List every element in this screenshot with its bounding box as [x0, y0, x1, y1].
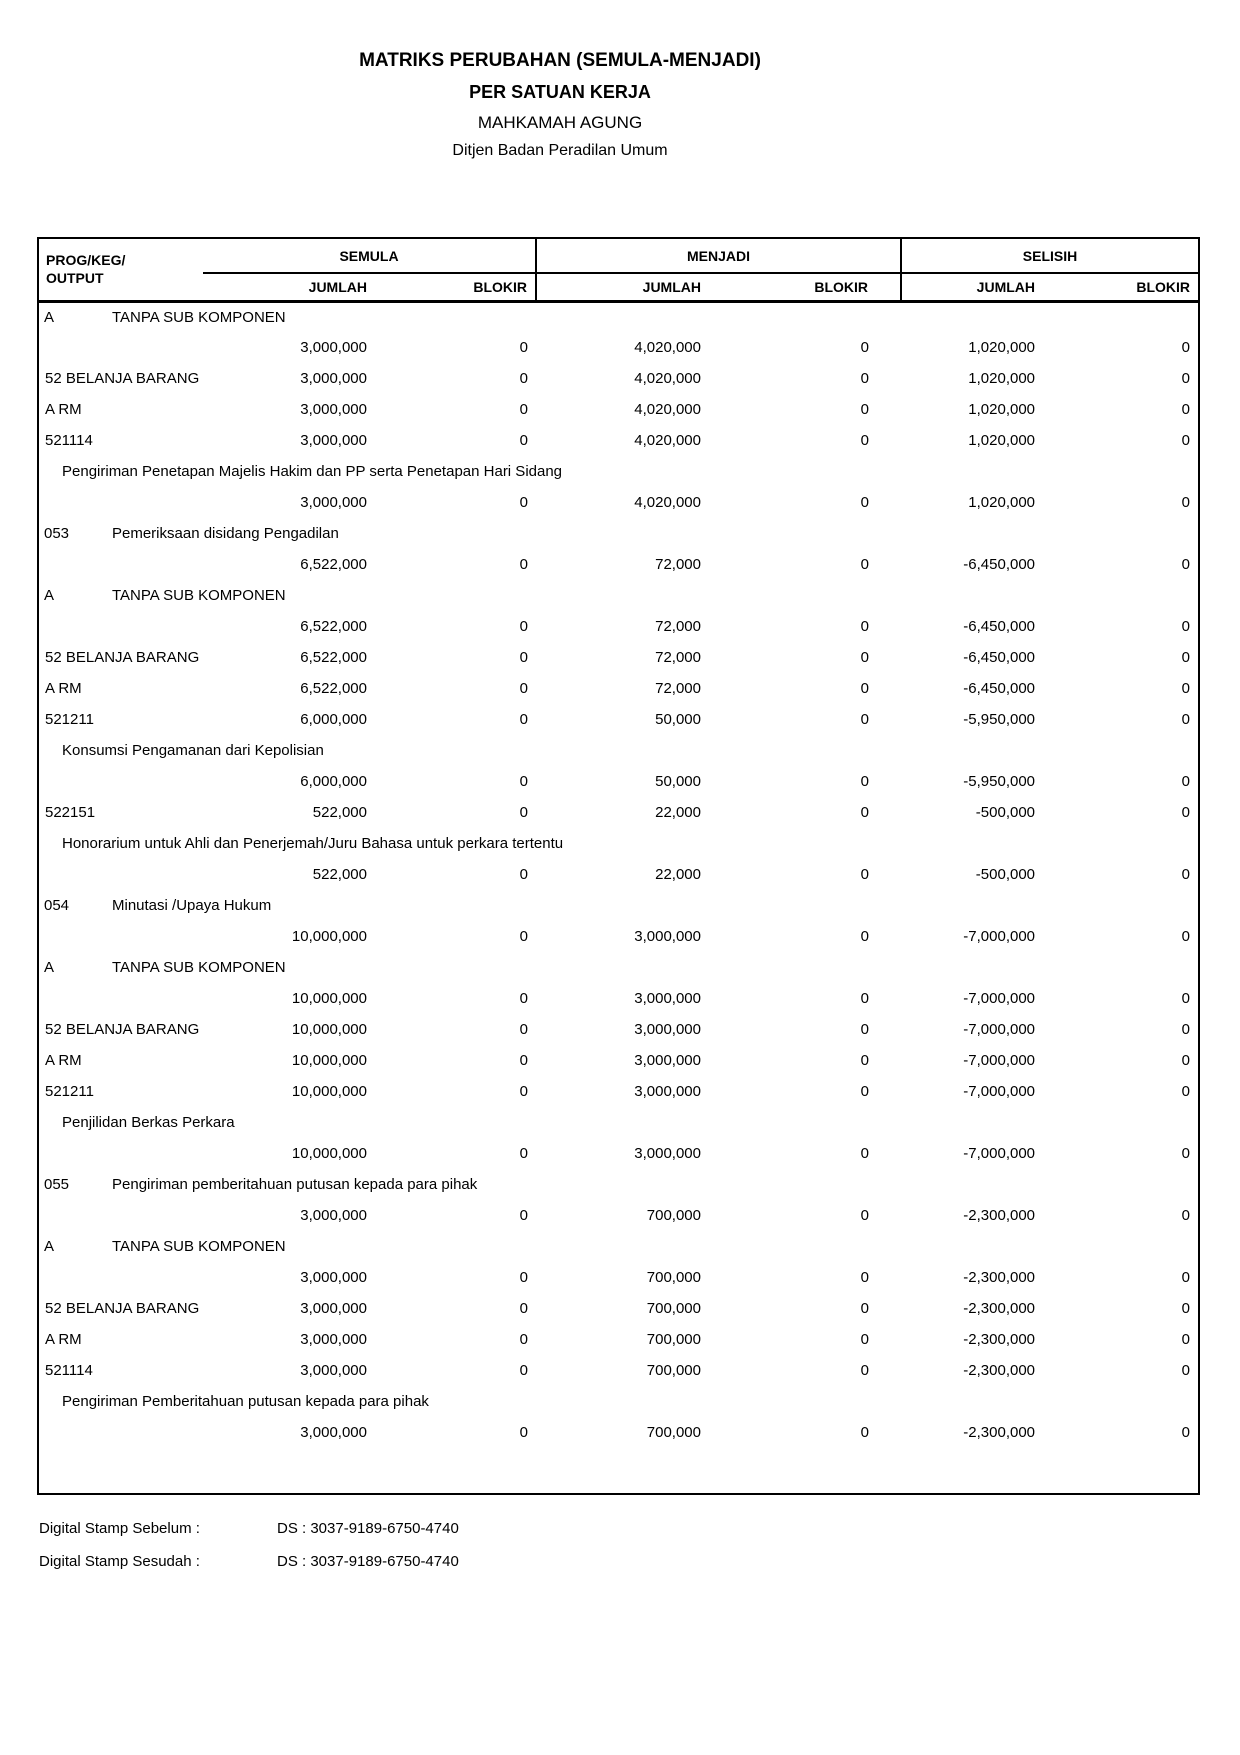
selisih-jumlah-cell: -7,000,000	[963, 928, 1036, 945]
description-row	[38, 456, 1199, 487]
semula-jumlah-cell: 522,000	[312, 866, 367, 883]
table-row	[38, 1324, 1199, 1355]
semula-jumlah-cell: 3,000,000	[300, 401, 367, 418]
selisih-blokir-cell: 0	[1181, 804, 1191, 821]
semula-blokir-cell: 0	[519, 1424, 528, 1441]
digital-stamp-after-label: Digital Stamp Sesudah :	[39, 1553, 200, 1570]
selisih-blokir-cell: 0	[1181, 1021, 1191, 1038]
section-cell	[38, 890, 1199, 921]
row-label-cell	[38, 1417, 203, 1448]
menjadi-jumlah-cell: 22,000	[655, 804, 701, 821]
selisih-jumlah-cell: -5,950,000	[963, 711, 1036, 728]
menjadi-jumlah-cell: 72,000	[655, 556, 701, 573]
table-row	[38, 394, 1199, 425]
section-header-row	[38, 1169, 1199, 1200]
semula-jumlah-cell: 6,522,000	[300, 556, 367, 573]
menjadi-blokir-cell: 0	[860, 494, 870, 511]
menjadi-blokir-cell: 0	[860, 990, 870, 1007]
document-subtitle: PER SATUAN KERJA	[469, 82, 651, 102]
menjadi-blokir-cell: 0	[860, 1083, 870, 1100]
menjadi-jumlah-cell: 700,000	[646, 1424, 701, 1441]
menjadi-blokir-cell: 0	[860, 680, 870, 697]
semula-blokir-cell: 0	[519, 339, 528, 356]
menjadi-blokir-cell: 0	[860, 401, 870, 418]
description-cell: Pengiriman Pemberitahuan putusan kepada para pihak	[62, 1393, 429, 1410]
menjadi-blokir-cell: 0	[860, 432, 870, 449]
document-title: MATRIKS PERUBAHAN (SEMULA-MENJADI)	[359, 50, 761, 71]
selisih-blokir-cell: 0	[1181, 1300, 1191, 1317]
selisih-jumlah-cell: -6,450,000	[963, 556, 1036, 573]
table-row	[38, 921, 1199, 952]
row-label-cell: 52 BELANJA BARANG	[45, 649, 200, 666]
menjadi-jumlah-cell: 3,000,000	[634, 1145, 701, 1162]
semula-jumlah-cell: 10,000,000	[291, 1021, 367, 1038]
row-label-cell	[38, 921, 203, 952]
prog-keg-output-header	[38, 238, 203, 301]
selisih-jumlah-cell: -500,000	[975, 804, 1036, 821]
table-row	[38, 1200, 1199, 1231]
semula-blokir-cell: 0	[519, 556, 528, 573]
menjadi-blokir-cell: 0	[860, 1052, 870, 1069]
table-row	[38, 1076, 1199, 1107]
description-row	[38, 828, 1199, 859]
corner-line1: PROG/KEG/	[46, 252, 126, 269]
section-code: A	[44, 587, 55, 604]
section-code: 053	[44, 525, 70, 542]
selisih-blokir-cell: 0	[1181, 928, 1191, 945]
section-header-row	[38, 1231, 1199, 1262]
menjadi-jumlah-cell: 4,020,000	[634, 370, 701, 387]
filler-cell	[38, 1448, 1199, 1494]
semula-blokir-cell: 0	[519, 1021, 528, 1038]
table-row	[38, 983, 1199, 1014]
menjadi-jumlah-cell: 72,000	[655, 618, 701, 635]
row-label-cell: A RM	[45, 1052, 82, 1069]
row-label-cell: 521114	[45, 1362, 93, 1379]
digital-stamp-before-row	[39, 1512, 459, 1545]
semula-jumlah-cell: 3,000,000	[300, 432, 367, 449]
group-header-semula: SEMULA	[203, 238, 536, 273]
semula-blokir-cell: 0	[519, 773, 528, 790]
row-label-cell	[38, 983, 203, 1014]
digital-stamp-before-label: Digital Stamp Sebelum :	[39, 1520, 200, 1537]
menjadi-blokir-cell: 0	[860, 618, 870, 635]
menjadi-jumlah-cell: 700,000	[646, 1331, 701, 1348]
semula-blokir-cell: 0	[519, 866, 528, 883]
row-label-cell: 522151	[45, 804, 96, 821]
selisih-jumlah-cell: -6,450,000	[963, 680, 1036, 697]
menjadi-blokir-cell: 0	[860, 1300, 870, 1317]
selisih-jumlah-cell: -6,450,000	[963, 649, 1036, 666]
row-label-cell	[38, 611, 203, 642]
group-header-row	[38, 238, 1199, 273]
menjadi-blokir-cell: 0	[860, 711, 870, 728]
semula-blokir-cell: 0	[519, 494, 528, 511]
selisih-jumlah-cell: -2,300,000	[963, 1269, 1036, 1286]
menjadi-blokir-cell: 0	[860, 1145, 870, 1162]
menjadi-jumlah-cell: 50,000	[655, 711, 701, 728]
document-heading	[0, 50, 1120, 160]
table-row	[38, 797, 1199, 828]
digital-stamp-after-value: DS : 3037-9189-6750-4740	[277, 1553, 459, 1570]
selisih-blokir-cell: 0	[1181, 401, 1191, 418]
digital-stamp-block	[39, 1512, 459, 1578]
selisih-jumlah-cell: -6,450,000	[963, 618, 1036, 635]
menjadi-jumlah-cell: 4,020,000	[634, 339, 701, 356]
selisih-blokir-cell: 0	[1181, 1145, 1191, 1162]
group-header-selisih: SELISIH	[901, 238, 1199, 273]
description-cell: Penjilidan Berkas Perkara	[62, 1114, 235, 1131]
semula-blokir-cell: 0	[519, 1362, 528, 1379]
row-label-cell: 52 BELANJA BARANG	[45, 1300, 200, 1317]
semula-jumlah-cell: 10,000,000	[291, 990, 367, 1007]
selisih-blokir-cell: 0	[1181, 494, 1191, 511]
menjadi-jumlah-cell: 3,000,000	[634, 928, 701, 945]
menjadi-jumlah-cell: 3,000,000	[634, 990, 701, 1007]
table-row	[38, 704, 1199, 735]
selisih-blokir-cell: 0	[1181, 1052, 1191, 1069]
selisih-blokir-cell: 0	[1181, 370, 1191, 387]
semula-blokir-cell: 0	[519, 1052, 528, 1069]
semula-jumlah-cell: 10,000,000	[291, 1052, 367, 1069]
digital-stamp-after-row	[39, 1545, 459, 1578]
table-row	[38, 1417, 1199, 1448]
selisih-jumlah-cell: -2,300,000	[963, 1207, 1036, 1224]
selisih-jumlah-cell: -7,000,000	[963, 1052, 1036, 1069]
description-cell: Honorarium untuk Ahli dan Penerjemah/Juru Bahasa untuk perkara tertentu	[62, 835, 564, 852]
section-label: TANPA SUB KOMPONEN	[112, 308, 286, 326]
semula-blokir-cell: 0	[519, 1269, 528, 1286]
selisih-blokir-cell: 0	[1181, 1083, 1191, 1100]
semula-jumlah-cell: 522,000	[312, 804, 367, 821]
menjadi-jumlah-cell: 700,000	[646, 1300, 701, 1317]
row-label-cell: 521211	[45, 1083, 94, 1100]
subheader-selisih-blokir: BLOKIR	[1041, 273, 1199, 301]
menjadi-blokir-cell: 0	[860, 804, 870, 821]
semula-jumlah-cell: 6,000,000	[300, 711, 367, 728]
menjadi-jumlah-cell: 3,000,000	[634, 1021, 701, 1038]
semula-jumlah-cell: 6,522,000	[300, 680, 367, 697]
menjadi-jumlah-cell: 72,000	[655, 680, 701, 697]
menjadi-blokir-cell: 0	[860, 1269, 870, 1286]
menjadi-jumlah-cell: 50,000	[655, 773, 701, 790]
selisih-blokir-cell: 0	[1181, 1331, 1191, 1348]
section-code: A	[44, 308, 55, 326]
section-cell	[38, 518, 1199, 549]
row-label-cell: 521211	[45, 711, 94, 728]
table-row	[38, 425, 1199, 456]
section-header-row	[38, 952, 1199, 983]
menjadi-jumlah-cell: 700,000	[646, 1269, 701, 1286]
selisih-blokir-cell: 0	[1181, 1424, 1191, 1441]
selisih-blokir-cell: 0	[1181, 649, 1191, 666]
menjadi-blokir-cell: 0	[860, 556, 870, 573]
table-row	[38, 1138, 1199, 1169]
selisih-blokir-cell: 0	[1181, 866, 1191, 883]
semula-blokir-cell: 0	[519, 1207, 528, 1224]
selisih-jumlah-cell: -7,000,000	[963, 1145, 1036, 1162]
menjadi-jumlah-cell: 3,000,000	[634, 1083, 701, 1100]
menjadi-jumlah-cell: 4,020,000	[634, 401, 701, 418]
selisih-jumlah-cell: -7,000,000	[963, 990, 1036, 1007]
selisih-jumlah-cell: 1,020,000	[968, 339, 1036, 356]
semula-jumlah-cell: 3,000,000	[300, 1300, 367, 1317]
section-code: 054	[44, 897, 70, 914]
menjadi-blokir-cell: 0	[860, 773, 870, 790]
selisih-jumlah-cell: -7,000,000	[963, 1083, 1036, 1100]
menjadi-blokir-cell: 0	[860, 339, 870, 356]
table-row	[38, 859, 1199, 890]
selisih-jumlah-cell: -500,000	[975, 866, 1036, 883]
section-cell	[38, 1169, 1199, 1200]
section-code: A	[44, 959, 55, 976]
table-row	[38, 487, 1199, 518]
selisih-blokir-cell: 0	[1181, 339, 1191, 356]
selisih-jumlah-cell: 1,020,000	[968, 370, 1036, 387]
semula-blokir-cell: 0	[519, 711, 528, 728]
group-header-menjadi: MENJADI	[536, 238, 901, 273]
table-row	[38, 332, 1199, 363]
table-row	[38, 363, 1199, 394]
section-label: TANPA SUB KOMPONEN	[112, 1238, 286, 1255]
menjadi-jumlah-cell: 700,000	[646, 1207, 701, 1224]
semula-blokir-cell: 0	[519, 401, 528, 418]
semula-blokir-cell: 0	[519, 618, 528, 635]
section-label: TANPA SUB KOMPONEN	[112, 959, 286, 976]
table-row	[38, 1014, 1199, 1045]
table-header	[38, 238, 1199, 301]
menjadi-blokir-cell: 0	[860, 1021, 870, 1038]
section-cell	[38, 301, 1199, 332]
section-header-row	[38, 301, 1199, 332]
semula-blokir-cell: 0	[519, 990, 528, 1007]
section-label: Pengiriman pemberitahuan putusan kepada para pihak	[112, 1176, 478, 1193]
row-label-cell: 52 BELANJA BARANG	[45, 370, 200, 387]
subheader-menjadi-blokir: BLOKIR	[707, 273, 901, 301]
semula-blokir-cell: 0	[519, 1145, 528, 1162]
sub-header-row	[38, 273, 1199, 301]
menjadi-jumlah-cell: 4,020,000	[634, 432, 701, 449]
menjadi-blokir-cell: 0	[860, 1207, 870, 1224]
menjadi-blokir-cell: 0	[860, 928, 870, 945]
section-cell	[38, 1231, 1199, 1262]
description-row	[38, 735, 1199, 766]
table-row	[38, 611, 1199, 642]
semula-blokir-cell: 0	[519, 680, 528, 697]
row-label-cell	[38, 1138, 203, 1169]
semula-blokir-cell: 0	[519, 804, 528, 821]
table-row	[38, 642, 1199, 673]
menjadi-blokir-cell: 0	[860, 1331, 870, 1348]
row-label-cell: A RM	[45, 680, 82, 697]
subheader-menjadi-jumlah: JUMLAH	[536, 273, 707, 301]
selisih-jumlah-cell: -2,300,000	[963, 1424, 1036, 1441]
semula-jumlah-cell: 10,000,000	[291, 1145, 367, 1162]
description-cell: Pengiriman Penetapan Majelis Hakim dan PP serta Penetapan Hari Sidang	[62, 463, 563, 480]
corner-line2: OUTPUT	[46, 270, 104, 287]
selisih-blokir-cell: 0	[1181, 556, 1191, 573]
semula-blokir-cell: 0	[519, 1300, 528, 1317]
menjadi-blokir-cell: 0	[860, 1362, 870, 1379]
row-label-cell	[38, 487, 203, 518]
selisih-blokir-cell: 0	[1181, 1362, 1191, 1379]
table-row	[38, 1262, 1199, 1293]
selisih-jumlah-cell: -2,300,000	[963, 1362, 1036, 1379]
semula-jumlah-cell: 3,000,000	[300, 1207, 367, 1224]
selisih-blokir-cell: 0	[1181, 432, 1191, 449]
semula-jumlah-cell: 3,000,000	[300, 339, 367, 356]
semula-jumlah-cell: 3,000,000	[300, 494, 367, 511]
table-row	[38, 766, 1199, 797]
row-label-cell	[38, 549, 203, 580]
menjadi-jumlah-cell: 700,000	[646, 1362, 701, 1379]
semula-jumlah-cell: 3,000,000	[300, 370, 367, 387]
selisih-jumlah-cell: -7,000,000	[963, 1021, 1036, 1038]
semula-jumlah-cell: 6,522,000	[300, 649, 367, 666]
semula-blokir-cell: 0	[519, 1083, 528, 1100]
menjadi-jumlah-cell: 72,000	[655, 649, 701, 666]
menjadi-jumlah-cell: 4,020,000	[634, 494, 701, 511]
semula-blokir-cell: 0	[519, 1331, 528, 1348]
row-label-cell	[38, 1262, 203, 1293]
table-row	[38, 549, 1199, 580]
section-label: Pemeriksaan disidang Pengadilan	[112, 525, 339, 542]
selisih-jumlah-cell: 1,020,000	[968, 432, 1036, 449]
section-code: A	[44, 1238, 55, 1255]
menjadi-blokir-cell: 0	[860, 1424, 870, 1441]
semula-jumlah-cell: 10,000,000	[291, 1083, 367, 1100]
semula-jumlah-cell: 6,522,000	[300, 618, 367, 635]
unit-name: Ditjen Badan Peradilan Umum	[452, 142, 668, 159]
subheader-semula-blokir: BLOKIR	[373, 273, 536, 301]
table-row	[38, 1355, 1199, 1386]
semula-blokir-cell: 0	[519, 370, 528, 387]
menjadi-blokir-cell: 0	[860, 649, 870, 666]
row-label-cell: A RM	[45, 1331, 82, 1348]
filler-row	[38, 1448, 1199, 1494]
description-row	[38, 1107, 1199, 1138]
selisih-blokir-cell: 0	[1181, 680, 1191, 697]
section-cell	[38, 952, 1199, 983]
semula-blokir-cell: 0	[519, 649, 528, 666]
selisih-jumlah-cell: -2,300,000	[963, 1300, 1036, 1317]
subheader-semula-jumlah: JUMLAH	[203, 273, 373, 301]
menjadi-jumlah-cell: 3,000,000	[634, 1052, 701, 1069]
row-label-cell: 521114	[45, 432, 93, 449]
change-matrix-table	[37, 237, 1200, 1495]
row-label-cell: 52 BELANJA BARANG	[45, 1021, 200, 1038]
selisih-jumlah-cell: 1,020,000	[968, 494, 1036, 511]
selisih-blokir-cell: 0	[1181, 1207, 1191, 1224]
semula-jumlah-cell: 6,000,000	[300, 773, 367, 790]
selisih-blokir-cell: 0	[1181, 1269, 1191, 1286]
subheader-selisih-jumlah: JUMLAH	[901, 273, 1041, 301]
semula-blokir-cell: 0	[519, 928, 528, 945]
section-header-row	[38, 890, 1199, 921]
row-label-cell	[38, 332, 203, 363]
table-row	[38, 673, 1199, 704]
row-label-cell	[38, 859, 203, 890]
semula-jumlah-cell: 10,000,000	[291, 928, 367, 945]
table-body	[38, 301, 1199, 1494]
menjadi-blokir-cell: 0	[860, 370, 870, 387]
semula-jumlah-cell: 3,000,000	[300, 1331, 367, 1348]
selisih-jumlah-cell: -5,950,000	[963, 773, 1036, 790]
selisih-blokir-cell: 0	[1181, 773, 1191, 790]
section-code: 055	[44, 1176, 70, 1193]
table-row	[38, 1293, 1199, 1324]
row-label-cell: A RM	[45, 401, 82, 418]
description-row	[38, 1386, 1199, 1417]
selisih-blokir-cell: 0	[1181, 711, 1191, 728]
section-label: TANPA SUB KOMPONEN	[112, 587, 286, 604]
semula-blokir-cell: 0	[519, 432, 528, 449]
section-label: Minutasi /Upaya Hukum	[112, 897, 272, 914]
section-header-row	[38, 580, 1199, 611]
menjadi-jumlah-cell: 22,000	[655, 866, 701, 883]
row-label-cell	[38, 766, 203, 797]
institution-name: MAHKAMAH AGUNG	[477, 113, 643, 132]
semula-jumlah-cell: 3,000,000	[300, 1424, 367, 1441]
table-row	[38, 1045, 1199, 1076]
section-cell	[38, 580, 1199, 611]
selisih-jumlah-cell: -2,300,000	[963, 1331, 1036, 1348]
semula-jumlah-cell: 3,000,000	[300, 1362, 367, 1379]
row-label-cell	[38, 1200, 203, 1231]
section-header-row	[38, 518, 1199, 549]
digital-stamp-before-value: DS : 3037-9189-6750-4740	[277, 1520, 459, 1537]
selisih-blokir-cell: 0	[1181, 990, 1191, 1007]
selisih-blokir-cell: 0	[1181, 618, 1191, 635]
menjadi-blokir-cell: 0	[860, 866, 870, 883]
description-cell: Konsumsi Pengamanan dari Kepolisian	[62, 742, 324, 759]
selisih-jumlah-cell: 1,020,000	[968, 401, 1036, 418]
semula-jumlah-cell: 3,000,000	[300, 1269, 367, 1286]
